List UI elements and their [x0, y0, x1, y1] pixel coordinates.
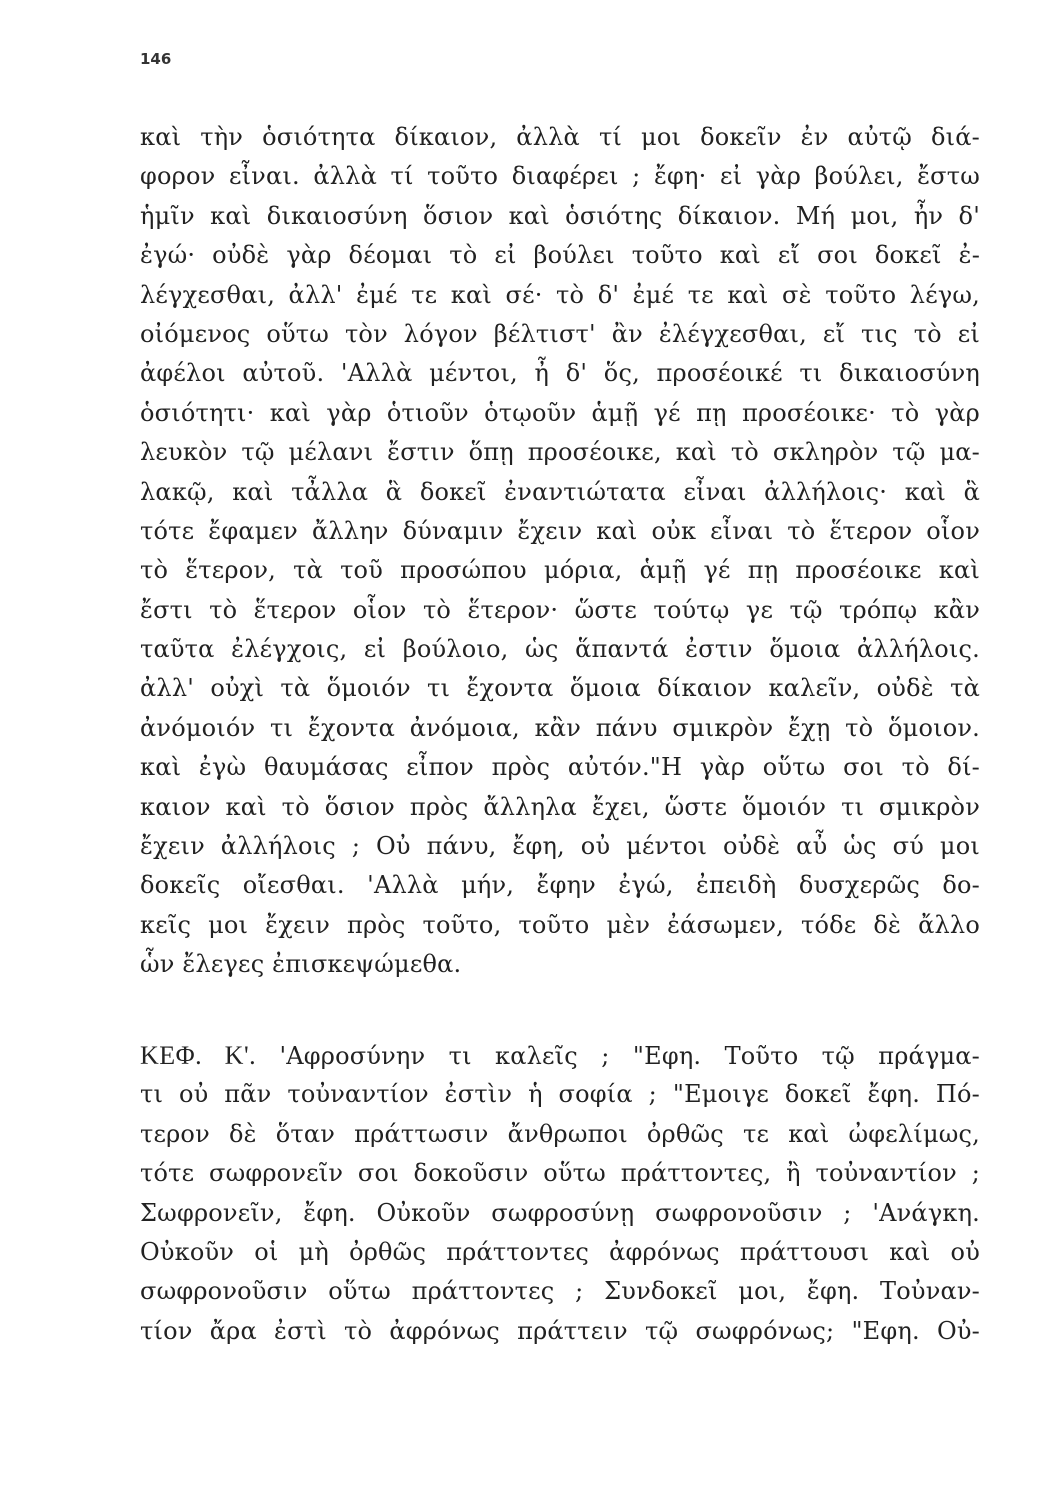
- text-line: ἡμῖν καὶ δικαιοσύνη ὅσιον καὶ ὁσιότης δίκαιον. Μή μοι, ἦν δ': [140, 201, 980, 230]
- text-line: δοκεῖς οἴεσθαι. 'Αλλὰ μήν, ἔφην ἐγώ, ἐπειδὴ δυσχερῶς δο-: [140, 871, 980, 900]
- paragraph-2: [140, 1036, 980, 1351]
- section-heading: ΚΕΦ. Κ'.: [140, 1041, 257, 1070]
- text-line: καὶ ἐγὼ θαυμάσας εἶπον πρὸς αὐτόν."Η γὰρ οὕτω σοι τὸ δί-: [140, 753, 980, 782]
- text-line: σωφρονοῦσιν οὕτω πράττοντες ; Συνδοκεῖ μοι, ἔφη. Τοὐναν-: [140, 1277, 980, 1306]
- text-line: Σωφρονεῖν, ἔφη. Οὐκοῦν σωφροσύνῃ σωφρονοῦσιν ; 'Ανάγκη.: [140, 1198, 980, 1227]
- text-line: ὁσιότητι· καὶ γὰρ ὁτιοῦν ὁτῳοῦν ἁμῇ γέ πῃ προσέοικε· τὸ γὰρ: [140, 398, 980, 427]
- text-line: ἔχειν ἀλλήλοις ; Οὐ πάνυ, ἔφη, οὐ μέντοι οὐδὲ αὖ ὡς σύ μοι: [140, 832, 980, 861]
- text-line: ἀλλ' οὐχὶ τὰ ὅμοιόν τι ἔχοντα ὅμοια δίκαιον καλεῖν, οὐδὲ τὰ: [140, 674, 980, 703]
- text-line: Οὐκοῦν οἱ μὴ ὀρθῶς πράττοντες ἀφρόνως πράττουσι καὶ οὐ: [140, 1237, 980, 1266]
- text-line: ταῦτα ἐλέγχοις, εἰ βούλοιο, ὡς ἅπαντά ἐστιν ὅμοια ἀλλήλοις.: [140, 635, 980, 664]
- text-line: κεῖς μοι ἔχειν πρὸς τοῦτο, τοῦτο μὲν ἐάσωμεν, τόδε δὲ ἄλλο: [140, 910, 980, 939]
- text-line: ἐγώ· οὐδὲ γὰρ δέομαι τὸ εἰ βούλει τοῦτο καὶ εἴ σοι δοκεῖ ἐ-: [140, 241, 980, 270]
- text-line: [140, 1036, 980, 1075]
- paragraph-1: [140, 118, 980, 985]
- text-line: καὶ τὴν ὁσιότητα δίκαιον, ἀλλὰ τί μοι δοκεῖν ἐν αὐτῷ διά-: [140, 123, 980, 151]
- text-line: ἀνόμοιόν τι ἔχοντα ἀνόμοια, κἂν πάνυ σμικρὸν ἔχῃ τὸ ὅμοιον.: [140, 713, 980, 742]
- text-line: τότε σωφρονεῖν σοι δοκοῦσιν οὕτω πράττοντες, ἢ τοὐναντίον ;: [140, 1159, 980, 1188]
- page-number: 146: [140, 50, 172, 68]
- text-line: τὸ ἕτερον, τὰ τοῦ προσώπου μόρια, ἁμῇ γέ πῃ προσέοικε καὶ: [140, 556, 980, 585]
- text-line: λέγχεσθαι, ἀλλ' ἐμέ τε καὶ σέ· τὸ δ' ἐμέ τε καὶ σὲ τοῦτο λέγω,: [140, 280, 980, 309]
- text-line: τότε ἔφαμεν ἄλλην δύναμιν ἔχειν καὶ οὐκ εἶναι τὸ ἕτερον οἷον: [140, 516, 980, 545]
- text-line: τερον δὲ ὅταν πράττωσιν ἄνθρωποι ὀρθῶς τε καὶ ὠφελίμως,: [140, 1119, 980, 1148]
- text-line: τι οὐ πᾶν τοὐναντίον ἐστὶν ἡ σοφία ; "Εμοιγε δοκεῖ ἔφη. Πό-: [140, 1080, 980, 1109]
- text-line: τίον ἄρα ἐστὶ τὸ ἀφρόνως πράττειν τῷ σωφρόνως; "Εφη. Οὐ-: [140, 1316, 980, 1345]
- text-line: καιον καὶ τὸ ὅσιον πρὸς ἄλληλα ἔχει, ὥστε ὅμοιόν τι σμικρὸν: [140, 792, 980, 821]
- text-line-rest: 'Αφροσύνην τι καλεῖς ; "Εφη. Τοῦτο τῷ πράγμα-: [256, 1042, 980, 1070]
- text-line: οἰόμενος οὕτω τὸν λόγον βέλτιστ' ἂν ἐλέγχεσθαι, εἴ τις τὸ εἰ: [140, 319, 980, 348]
- text-line: ὧν ἔλεγες ἐπισκεψώμεθα.: [140, 950, 462, 979]
- text-line: λευκὸν τῷ μέλανι ἔστιν ὅπῃ προσέοικε, καὶ τὸ σκληρὸν τῷ μα-: [140, 438, 980, 467]
- text-line: λακῷ, καὶ τἆλλα ἃ δοκεῖ ἐναντιώτατα εἶναι ἀλλήλοις· καὶ ἃ: [140, 477, 980, 506]
- text-line: ἀφέλοι αὐτοῦ. 'Αλλὰ μέντοι, ἦ δ' ὅς, προσέοικέ τι δικαιοσύνη: [140, 359, 980, 388]
- text-line: ἔστι τὸ ἕτερον οἷον τὸ ἕτερον· ὥστε τούτῳ γε τῷ τρόπῳ κἂν: [140, 595, 980, 624]
- text-line: φορον εἶναι. ἀλλὰ τί τοῦτο διαφέρει ; ἔφη· εἰ γὰρ βούλει, ἔστω: [140, 162, 980, 191]
